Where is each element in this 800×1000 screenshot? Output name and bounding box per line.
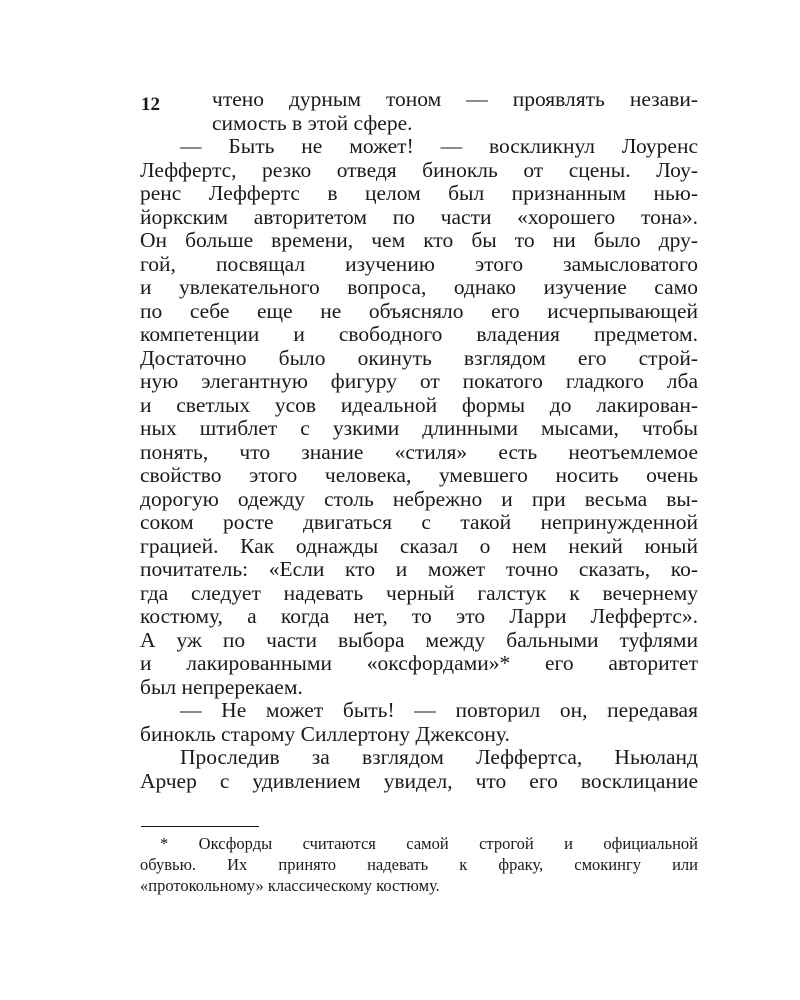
footnote — [140, 833, 698, 896]
footnote-line: «протокольному» классическому костюму. — [140, 876, 440, 895]
page-number: 12 — [141, 94, 160, 115]
text-line: Леффертс, резко отведя бинокль от сцены. Лоу- — [140, 157, 698, 182]
text-line: компетенции и свободного владения предметом. — [140, 322, 698, 346]
text-line: йоркским авторитетом по части «хорошего тона». — [140, 204, 698, 229]
text-line: костюму, а когда нет, то это Ларри Леффертс». — [140, 604, 698, 628]
text-line: свойство этого человека, умевшего носить очень — [140, 463, 698, 487]
text-line: почитатель: «Если кто и может точно сказать, ко- — [140, 557, 698, 581]
text-line: гда следует надевать черный галстук к вечернему — [140, 580, 698, 605]
text-line: понять, что знание «стиля» есть неотъемлемое — [140, 439, 698, 464]
text-line: дорогую одежду столь небрежно и при весьма вы- — [140, 486, 698, 511]
text-line: чтено дурным тоном — проявлять незави- — [212, 87, 698, 111]
text-line: Проследив за взглядом Леффертса, Ньюланд — [180, 745, 698, 769]
text-line: Арчер с удивлением увидел, что его восклицание — [140, 768, 698, 793]
text-line: по себе еще не объясняло его исчерпывающей — [140, 298, 698, 323]
text-line: был непререкаем. — [140, 674, 303, 699]
text-line: бинокль старому Силлертону Джексону. — [140, 721, 510, 746]
text-line: гой, посвящал изучению этого замысловатого — [140, 251, 698, 276]
text-line: и увлекательного вопроса, однако изучение само — [140, 275, 698, 299]
footnote-line: обувью. Их принято надевать к фраку, смокингу или — [140, 855, 698, 874]
text-line: Он больше времени, чем кто бы то ни было дру- — [140, 228, 698, 252]
text-line: и светлых усов идеальной формы до лакирован- — [140, 392, 698, 417]
text-line: соком росте двигаться с такой непринужденной — [140, 510, 698, 534]
text-line: ную элегантную фигуру от покатого гладкого лба — [140, 369, 698, 393]
text-line: Достаточно было окинуть взглядом его строй- — [140, 345, 698, 370]
text-line: ных штиблет с узкими длинными мысами, чтобы — [140, 416, 698, 440]
text-line: грацией. Как однажды сказал о нем некий юный — [140, 533, 698, 558]
text-line: — Не может быть! — повторил он, передавая — [180, 698, 698, 722]
footnote-line: * Оксфорды считаются самой строгой и официальной — [160, 834, 698, 853]
body-text — [140, 88, 698, 793]
text-line: ренс Леффертс в целом был признанным нью- — [140, 181, 698, 205]
text-line: симость в этой сфере. — [212, 110, 413, 135]
text-line: — Быть не может! — воскликнул Лоуренс — [180, 134, 698, 158]
footnote-divider — [141, 826, 259, 827]
text-line: и лакированными «оксфордами»* его авторитет — [140, 651, 698, 675]
text-line: А уж по части выбора между бальными туфлями — [140, 627, 698, 652]
